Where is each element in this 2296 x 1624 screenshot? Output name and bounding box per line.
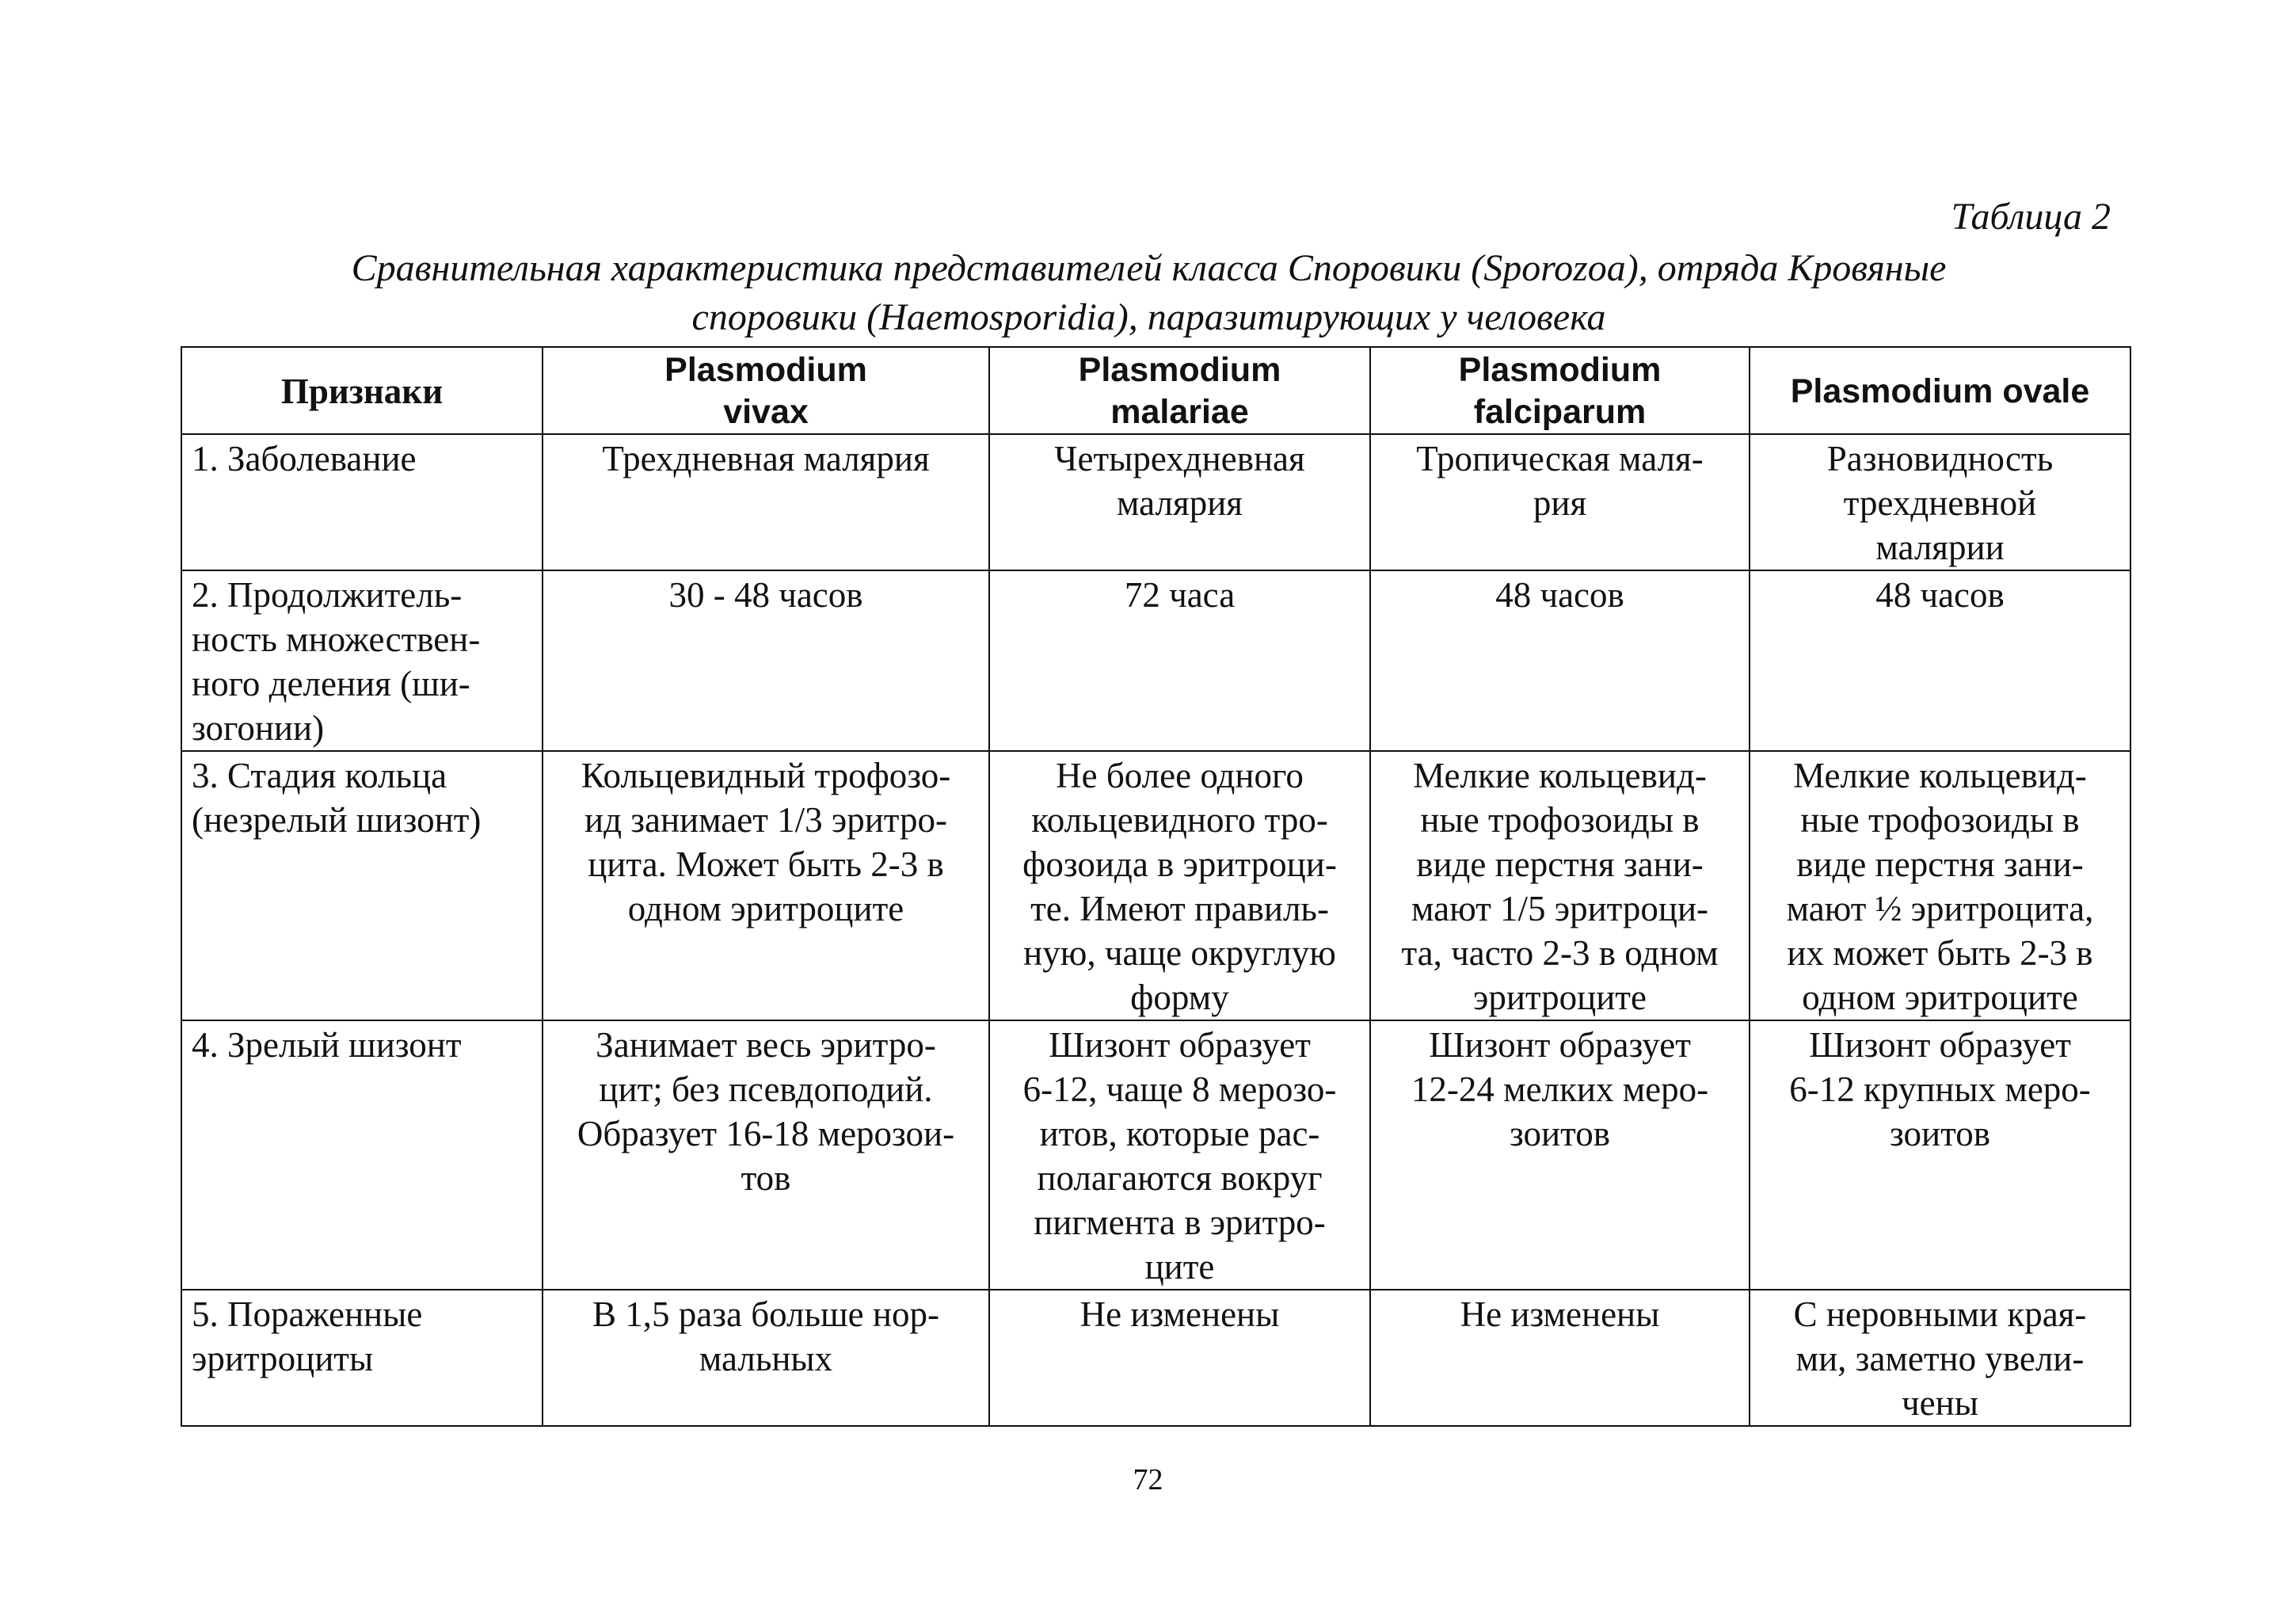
comparison-table — [181, 346, 2131, 1427]
cell-text-line: 1. Заболевание — [192, 439, 417, 478]
header-cell-ovale — [1750, 347, 2130, 434]
header-cell-malariae — [989, 347, 1370, 434]
cell-text-line: 72 часа — [1124, 575, 1236, 615]
cell-text-line: фозоида в эритроци- — [1022, 844, 1337, 884]
cell-text-line: мальных — [699, 1339, 833, 1378]
cell-text-line: ид занимает 1/3 эритро- — [584, 800, 948, 840]
cell-text-line: Разновидность — [1826, 439, 2054, 478]
cell-text-line: Кольцевидный трофозо- — [581, 756, 951, 795]
cell-text-line: (незрелый шизонт) — [192, 800, 482, 840]
table-cell — [1750, 751, 2130, 1020]
table-cell — [543, 751, 989, 1020]
table-cell — [1370, 434, 1750, 570]
cell-text-line: ную, чаще округлую — [1023, 933, 1336, 973]
table-cell — [543, 1290, 989, 1426]
cell-text-line: Тропическая маля- — [1416, 439, 1704, 478]
cell-text-line: Образует 16-18 мерозои- — [577, 1114, 955, 1153]
table-cell — [989, 570, 1370, 751]
cell-text-line: мают 1/5 эритроци- — [1411, 889, 1709, 928]
cell-text-line: мают ½ эритроцита, — [1786, 889, 2094, 928]
cell-text-line: малярия — [1117, 483, 1243, 523]
cell-text-line: Шизонт образует — [1429, 1025, 1691, 1065]
cell-text-line: 2. Продолжитель- — [192, 575, 463, 615]
table-cell — [989, 1290, 1370, 1426]
cell-text-line: Plasmodium — [1458, 351, 1662, 389]
table-cell — [1750, 1290, 2130, 1426]
cell-text-line: ного деления (ши- — [192, 664, 470, 703]
cell-text-line: 6-12, чаще 8 мерозо- — [1022, 1069, 1337, 1109]
cell-text-line: пигмента в эритро- — [1034, 1203, 1326, 1242]
table-cell — [989, 434, 1370, 570]
cell-text-line: malariae — [1110, 393, 1249, 431]
table-cell — [543, 1020, 989, 1290]
cell-text-line: Plasmodium — [664, 351, 867, 389]
cell-text-line: одном эритроците — [1802, 978, 2078, 1017]
cell-text-line: те. Имеют правиль- — [1030, 889, 1329, 928]
cell-text-line: цита. Может быть 2-3 в — [588, 844, 944, 884]
cell-text-line: Не более одного — [1056, 756, 1304, 795]
cell-text-line: Признаки — [280, 371, 444, 411]
cell-text-line: зоитов — [1510, 1114, 1610, 1153]
cell-text-line: тов — [741, 1158, 791, 1198]
cell-text-line: 12-24 мелких меро- — [1411, 1069, 1709, 1109]
cell-text-line: ные трофозоиды в — [1800, 800, 2080, 840]
cell-text-line: В 1,5 раза больше нор- — [592, 1294, 939, 1334]
table-header-row — [181, 347, 2130, 434]
cell-text-line: Не изменены — [1460, 1294, 1660, 1334]
table-cell — [543, 570, 989, 751]
cell-text-line: чены — [1902, 1383, 1978, 1423]
table-cell — [989, 1020, 1370, 1290]
cell-text-line: Трехдневная малярия — [602, 439, 930, 478]
table-cell — [1370, 1020, 1750, 1290]
cell-text-line: полагаются вокруг — [1037, 1158, 1323, 1198]
cell-text-line: 48 часов — [1875, 575, 2005, 615]
cell-text-line: 6-12 крупных меро- — [1789, 1069, 2091, 1109]
table-cell — [1370, 1290, 1750, 1426]
cell-text-line: Шизонт образует — [1809, 1025, 2071, 1065]
table-row — [181, 751, 2130, 1020]
table-cell — [1750, 1020, 2130, 1290]
cell-text-line: виде перстня зани- — [1796, 844, 2084, 884]
table-cell — [1370, 570, 1750, 751]
cell-text-line: одном эритроците — [627, 889, 904, 928]
cell-text-line: рия — [1533, 483, 1587, 523]
table-row — [181, 1020, 2130, 1290]
header-cell-features — [181, 347, 543, 434]
cell-text-line: Мелкие кольцевид- — [1793, 756, 2087, 795]
cell-text-line: Занимает весь эритро- — [596, 1025, 936, 1065]
table-row — [181, 1290, 2130, 1426]
cell-text-line: эритроциты — [192, 1339, 374, 1378]
cell-text-line: falciparum — [1473, 393, 1647, 431]
cell-text-line: vivax — [723, 393, 809, 431]
cell-text-line: ците — [1144, 1247, 1215, 1287]
feature-cell — [181, 434, 543, 570]
feature-cell — [181, 1290, 543, 1426]
header-cell-falciparum — [1370, 347, 1750, 434]
table-caption — [181, 244, 2117, 342]
table-cell — [1750, 434, 2130, 570]
cell-text-line: Plasmodium — [1078, 351, 1281, 389]
cell-text-line: Plasmodium ovale — [1790, 372, 2090, 410]
cell-text-line: та, часто 2-3 в одном — [1401, 933, 1719, 973]
cell-text-line: Шизонт образует — [1049, 1025, 1311, 1065]
cell-text-line: виде перстня зани- — [1416, 844, 1704, 884]
cell-text-line: 4. Зрелый шизонт — [192, 1025, 462, 1065]
cell-text-line: 5. Пораженные — [192, 1294, 423, 1334]
feature-cell — [181, 1020, 543, 1290]
cell-text-line: ность множествен- — [192, 619, 481, 659]
cell-text-line: 3. Стадия кольца — [192, 756, 447, 795]
cell-text-line: кольцевидного тро- — [1031, 800, 1328, 840]
feature-cell — [181, 751, 543, 1020]
cell-text-line: цит; без псевдоподий. — [599, 1069, 933, 1109]
table-row — [181, 570, 2130, 751]
cell-text-line: С неровными края- — [1793, 1294, 2087, 1334]
cell-text-line: их может быть 2-3 в — [1787, 933, 2093, 973]
table-cell — [1370, 751, 1750, 1020]
cell-text-line: ми, заметно увели- — [1795, 1339, 2085, 1378]
table-cell — [1750, 570, 2130, 751]
feature-cell — [181, 570, 543, 751]
cell-text-line: зоитов — [1890, 1114, 1990, 1153]
table-cell — [989, 751, 1370, 1020]
cell-text-line: форму — [1130, 978, 1229, 1017]
cell-text-line: зогонии) — [192, 708, 325, 748]
header-cell-vivax — [543, 347, 989, 434]
cell-text-line: 48 часов — [1495, 575, 1624, 615]
caption-line: споровики (Haemosporidia), паразитирующих у человека — [691, 296, 1606, 338]
cell-text-line: ные трофозоиды в — [1420, 800, 1700, 840]
table-cell — [543, 434, 989, 570]
cell-text-line: эритроците — [1473, 978, 1647, 1017]
cell-text-line: трехдневной — [1843, 483, 2037, 523]
cell-text-line: Не изменены — [1079, 1294, 1280, 1334]
table-number-label: Таблица 2 — [1951, 196, 2111, 238]
caption-line: Сравнительная характеристика представителей класса Споровики (Sporozoa), отряда Кровяные — [351, 247, 1947, 289]
page-number: 72 — [1133, 1463, 1163, 1496]
cell-text-line: 30 - 48 часов — [668, 575, 863, 615]
cell-text-line: итов, которые рас- — [1039, 1114, 1320, 1153]
cell-text-line: малярии — [1875, 528, 2005, 567]
cell-text-line: Четырехдневная — [1054, 439, 1305, 478]
cell-text-line: Мелкие кольцевид- — [1413, 756, 1707, 795]
table-row — [181, 434, 2130, 570]
